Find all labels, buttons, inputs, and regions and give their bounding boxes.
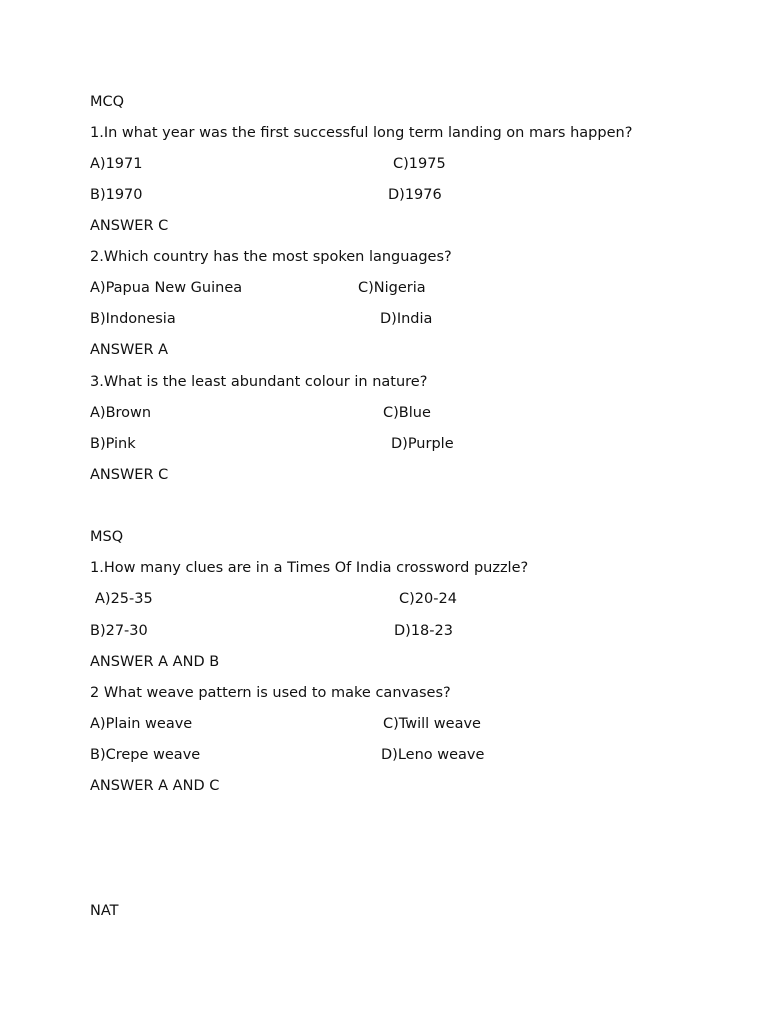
nat-heading: NAT [90, 903, 119, 919]
msq-q2-option-c: C)Twill weave [383, 716, 481, 732]
mcq-q1-answer: ANSWER C [90, 218, 169, 234]
msq-q1-option-c: C)20-24 [399, 591, 457, 607]
mcq-q3-option-d: D)Purple [391, 436, 454, 452]
msq-q2-option-b: B)Crepe weave [90, 747, 201, 763]
mcq-heading: MCQ [90, 94, 125, 110]
mcq-q3-option-a: A)Brown [90, 405, 152, 421]
msq-q1-option-a: A)25-35 [95, 591, 153, 607]
msq-q1-answer: ANSWER A AND B [90, 654, 220, 670]
mcq-q3-answer: ANSWER C [90, 467, 169, 483]
msq-q1-option-b: B)27-30 [90, 623, 148, 639]
mcq-question-1: 1.In what year was the first successful long term landing on mars happen? [90, 125, 633, 141]
mcq-q2-option-c: C)Nigeria [358, 280, 426, 296]
mcq-q3-option-c: C)Blue [383, 405, 431, 421]
msq-q2-option-d: D)Leno weave [381, 747, 485, 763]
mcq-q1-option-c: C)1975 [393, 156, 446, 172]
mcq-q1-option-d: D)1976 [388, 187, 442, 203]
msq-q1-option-d: D)18-23 [394, 623, 453, 639]
mcq-q1-option-a: A)1971 [90, 156, 143, 172]
mcq-q1-option-b: B)1970 [90, 187, 143, 203]
msq-heading: MSQ [90, 529, 124, 545]
mcq-q2-option-d: D)India [380, 311, 433, 327]
mcq-q3-option-b: B)Pink [90, 436, 136, 452]
mcq-q2-answer: ANSWER A [90, 342, 169, 358]
msq-q2-option-a: A)Plain weave [90, 716, 193, 732]
msq-question-2: 2 What weave pattern is used to make canvases? [90, 685, 451, 701]
mcq-question-3: 3.What is the least abundant colour in nature? [90, 374, 428, 390]
mcq-q2-option-a: A)Papua New Guinea [90, 280, 243, 296]
msq-q2-answer: ANSWER A AND C [90, 778, 220, 794]
mcq-q2-option-b: B)Indonesia [90, 311, 176, 327]
msq-question-1: 1.How many clues are in a Times Of India crossword puzzle? [90, 560, 529, 576]
mcq-question-2: 2.Which country has the most spoken languages? [90, 249, 452, 265]
